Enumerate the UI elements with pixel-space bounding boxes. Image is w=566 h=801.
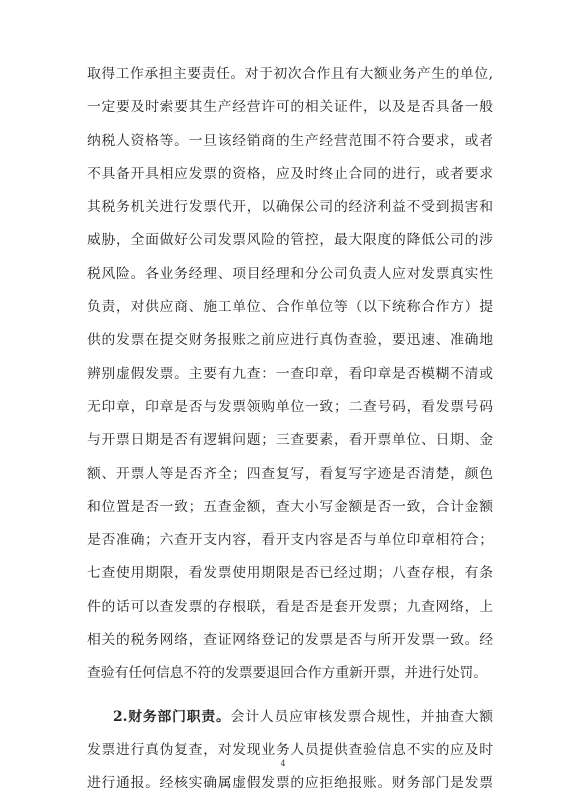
paragraph-1: [87, 58, 493, 691]
paragraph-2: [87, 701, 493, 801]
text-line: 纳税人资格等。一旦该经销商的生产经营范围不符合要求，或者: [87, 132, 493, 149]
text-line: 不具备开具相应发票的资格，应及时终止合同的进行，或者要求: [87, 165, 493, 182]
text-line-rest: 会计人员应审核发票合规性，并抽查大额: [230, 708, 494, 725]
page-number: 4: [280, 759, 286, 768]
text-line: 发票进行真伪复查，对发现业务人员提供查验信息不实的应及时: [87, 741, 493, 758]
text-line: 威胁，全面做好公司发票风险的管控，最大限度的降低公司的涉: [87, 232, 493, 249]
body-text: [87, 58, 493, 801]
text-line: 取得工作承担主要责任。对于初次合作且有大额业务产生的单位,: [87, 66, 493, 82]
text-line: 无印章，印章是否与发票领购单位一致；二查号码，看发票号码: [87, 398, 493, 415]
text-line: 税风险。各业务经理、项目经理和分公司负责人应对发票真实性: [87, 265, 493, 282]
text-line: 查验有任何信息不符的发票要退回合作方重新开票，并进行处罚。: [87, 665, 488, 682]
paragraph-gap: [87, 691, 493, 701]
text-line: 和位置是否一致；五查金额，查大小写金额是否一致，合计金额: [87, 498, 493, 515]
text-line: 负责，对供应商、施工单位、合作单位等（以下统称合作方）提: [87, 299, 493, 316]
text-line: 额、开票人等是否齐全；四查复写，看复写字迹是否清楚，颜色: [87, 465, 493, 482]
text-line: 一定要及时索要其生产经营许可的相关证件，以及是否具备一般: [87, 99, 493, 116]
text-line: 与开票日期是否有逻辑问题；三查要素，看开票单位、日期、金: [87, 432, 493, 449]
text-line: 件的话可以查发票的存根联，看是否是套开发票；九查网络，上: [87, 598, 493, 615]
text-line: 是否准确；六查开支内容，看开支内容是否与单位印章相符合；: [87, 532, 493, 549]
text-line: 相关的税务网络，查证网络登记的发票是否与所开发票一致。经: [87, 632, 493, 649]
text-line: [87, 701, 493, 734]
text-line: 七查使用期限，看发票使用期限是否已经过期；八查存根，有条: [87, 565, 493, 582]
text-line: 进行通报。经核实确属虚假发票的应拒绝报账。财务部门是发票: [87, 775, 493, 792]
section-heading: 2.财务部门职责。: [113, 708, 231, 725]
text-line: 供的发票在提交财务报账之前应进行真伪查验，要迅速、准确地: [87, 332, 493, 349]
text-line: 辨别虚假发票。主要有九查：一查印章，看印章是否模糊不清或: [87, 365, 493, 382]
text-line: 其税务机关进行发票代开，以确保公司的经济利益不受到损害和: [87, 199, 493, 216]
